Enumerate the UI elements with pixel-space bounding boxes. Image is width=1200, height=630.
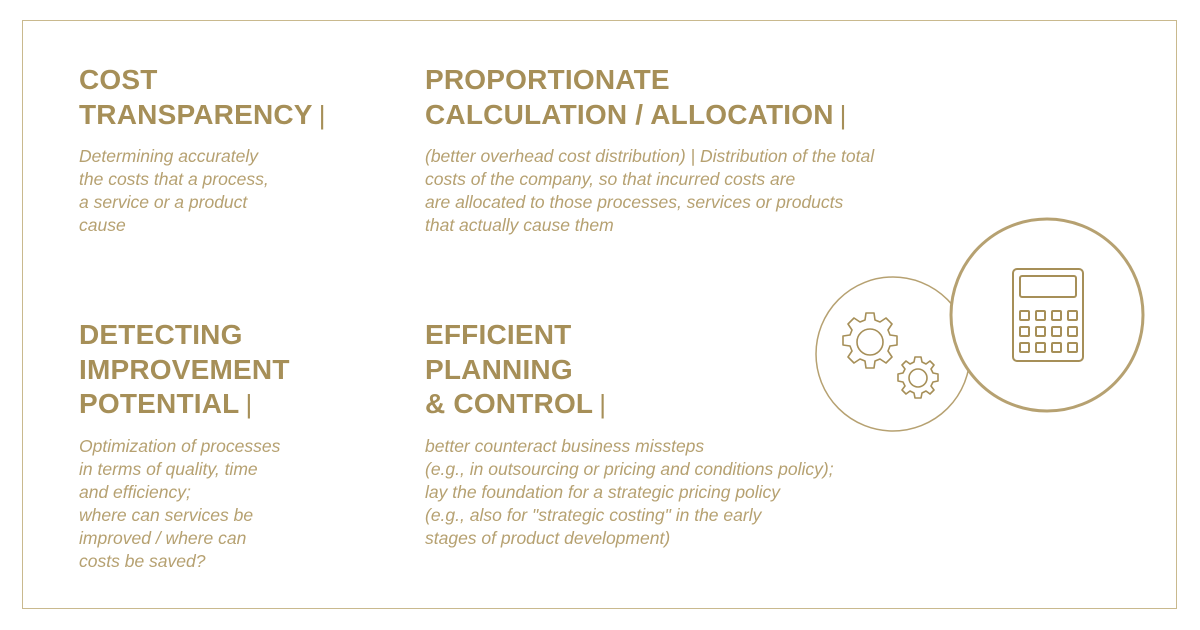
- cost-transparency-heading: [79, 63, 326, 132]
- description-line: (better overhead cost distribution) | Distribution of the total: [425, 146, 875, 166]
- description-line: are allocated to those processes, services or products: [425, 192, 844, 212]
- heading-line: IMPROVEMENT: [79, 353, 290, 385]
- description-line: stages of product development): [425, 527, 671, 548]
- allocation-block: [425, 63, 874, 237]
- description-line: costs be saved?: [79, 550, 206, 571]
- heading-line: [79, 98, 326, 133]
- heading-line-text: TRANSPARENCY: [79, 98, 313, 130]
- heading-line: [79, 387, 290, 422]
- heading-line: [425, 387, 834, 422]
- cost-transparency-description: [79, 145, 326, 237]
- heading-line: DETECTING: [79, 319, 243, 350]
- improvement-block: [79, 318, 290, 573]
- planning-description: [425, 435, 834, 550]
- heading-line: EFFICIENT: [425, 319, 572, 350]
- description-line: costs of the company, so that incurred costs are: [425, 169, 796, 189]
- heading-separator: |: [599, 389, 607, 419]
- heading-separator: |: [318, 99, 326, 130]
- description-line: cause: [79, 215, 126, 235]
- heading-separator: |: [245, 389, 253, 419]
- description-line: improved / where can: [79, 527, 247, 548]
- heading-line: PLANNING: [425, 353, 573, 385]
- heading-separator: |: [839, 99, 847, 130]
- heading-line-text: POTENTIAL: [79, 388, 240, 419]
- description-line: lay the foundation for a strategic pricing policy: [425, 481, 781, 502]
- improvement-heading: [79, 318, 290, 422]
- description-line: and efficiency;: [79, 481, 191, 502]
- planning-heading: [425, 318, 834, 422]
- description-line: (e.g., in outsourcing or pricing and conditions policy);: [425, 458, 834, 479]
- heading-line-text: & CONTROL: [425, 388, 594, 419]
- description-line: better counteract business missteps: [425, 435, 705, 456]
- planning-block: [425, 318, 834, 550]
- description-line: that actually cause them: [425, 215, 614, 235]
- description-line: a service or a product: [79, 192, 248, 212]
- description-line: where can services be: [79, 504, 254, 525]
- description-line: in terms of quality, time: [79, 458, 258, 479]
- calculator-icon: [948, 216, 1148, 416]
- allocation-heading: [425, 63, 874, 132]
- heading-line: [425, 98, 874, 133]
- description-line: Determining accurately: [79, 146, 258, 166]
- allocation-description: [425, 145, 874, 237]
- heading-line: PROPORTIONATE: [425, 64, 670, 95]
- improvement-description: [79, 435, 290, 573]
- heading-line-text: CALCULATION / ALLOCATION: [425, 98, 834, 130]
- heading-line: COST: [79, 64, 158, 95]
- description-line: the costs that a process,: [79, 169, 269, 189]
- cost-transparency-block: [79, 63, 326, 237]
- description-line: Optimization of processes: [79, 435, 281, 456]
- description-line: (e.g., also for "strategic costing" in the early: [425, 504, 762, 525]
